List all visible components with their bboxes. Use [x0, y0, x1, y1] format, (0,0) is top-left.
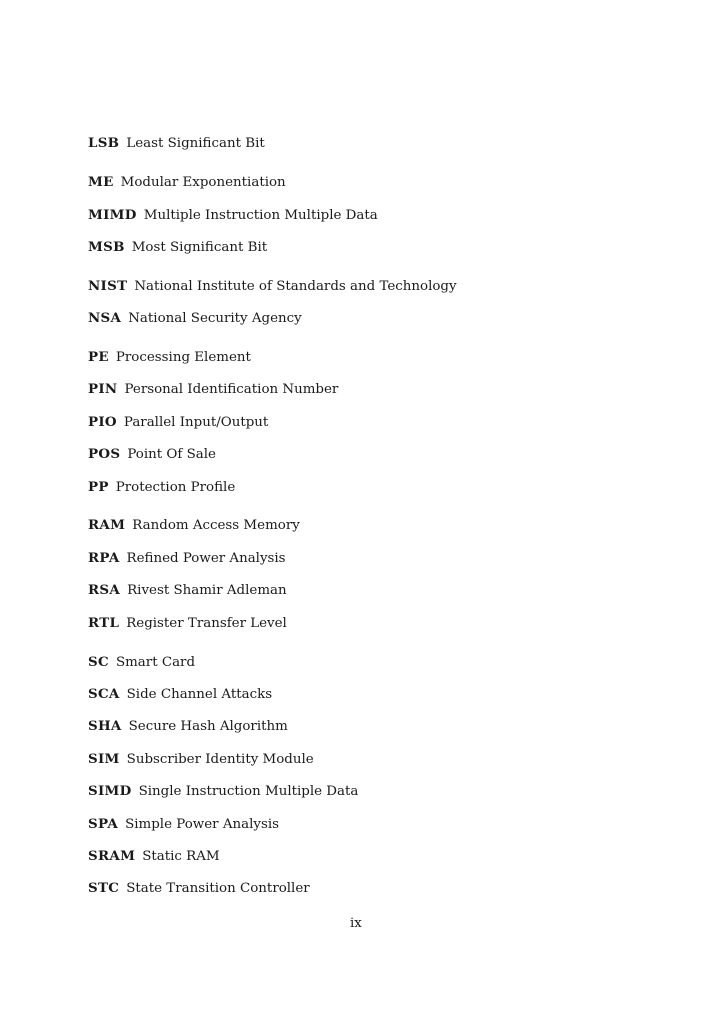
glossary-abbreviation: SCA [88, 686, 120, 702]
glossary-entry [88, 349, 251, 366]
glossary-entry [88, 550, 286, 567]
glossary-entry [88, 615, 287, 632]
glossary-abbreviation: NSA [88, 310, 122, 326]
glossary-abbreviation: SHA [88, 718, 122, 734]
glossary-entry [88, 751, 314, 768]
glossary-entry [88, 135, 265, 152]
glossary-abbreviation: POS [88, 446, 121, 462]
glossary-definition: National Institute of Standards and Technology [134, 279, 457, 294]
glossary-entry [88, 278, 457, 295]
glossary-abbreviation: STC [88, 880, 120, 896]
glossary-definition: Single Instruction Multiple Data [138, 784, 359, 799]
glossary-entry [88, 174, 286, 191]
glossary-abbreviation: LSB [88, 135, 120, 151]
glossary-definition: Multiple Instruction Multiple Data [143, 208, 378, 223]
glossary-abbreviation: SPA [88, 816, 119, 832]
glossary-entry [88, 239, 267, 256]
glossary-definition: Least Significant Bit [126, 136, 265, 151]
glossary-abbreviation: SC [88, 654, 109, 670]
glossary-abbreviation: MSB [88, 239, 125, 255]
glossary-abbreviation: RAM [88, 517, 126, 533]
glossary-definition: Random Access Memory [132, 518, 300, 533]
glossary-entry [88, 207, 378, 224]
glossary-abbreviation: SIM [88, 751, 120, 767]
glossary-entry [88, 654, 195, 671]
glossary-definition: Most Significant Bit [131, 240, 268, 255]
glossary-entry [88, 414, 268, 431]
glossary-abbreviation: NIST [88, 278, 128, 294]
glossary-entry [88, 517, 300, 534]
glossary-definition: Protection Profile [115, 480, 236, 495]
glossary-definition: Parallel Input/Output [123, 415, 269, 430]
glossary-entry [88, 718, 288, 735]
glossary-entry [88, 880, 310, 897]
glossary-definition: Refined Power Analysis [126, 551, 286, 566]
glossary-entry [88, 686, 272, 703]
glossary-definition: State Transition Controller [126, 881, 310, 896]
glossary-entry [88, 582, 287, 599]
glossary-abbreviation: PIN [88, 381, 118, 397]
glossary-entry [88, 446, 216, 463]
page-number: ix [350, 916, 362, 931]
glossary-entry [88, 479, 235, 496]
glossary-abbreviation: PE [88, 349, 109, 365]
glossary-abbreviation: RTL [88, 615, 120, 631]
glossary-entry [88, 816, 279, 833]
glossary-abbreviation: PP [88, 479, 109, 495]
glossary-definition: National Security Agency [128, 311, 302, 326]
glossary-definition: Subscriber Identity Module [126, 752, 314, 767]
glossary-definition: Rivest Shamir Adleman [127, 583, 287, 598]
glossary-definition: Static RAM [142, 849, 220, 864]
glossary-definition: Point Of Sale [127, 447, 216, 462]
glossary-entry [88, 783, 358, 800]
glossary-abbreviation: SRAM [88, 848, 136, 864]
glossary-definition: Register Transfer Level [126, 616, 287, 631]
glossary-definition: Modular Exponentiation [120, 175, 286, 190]
glossary-entry [88, 381, 338, 398]
glossary-abbreviation: ME [88, 174, 114, 190]
glossary-definition: Smart Card [115, 655, 196, 670]
glossary-definition: Side Channel Attacks [126, 687, 273, 702]
glossary-definition: Personal Identification Number [124, 382, 339, 397]
glossary-definition: Secure Hash Algorithm [128, 719, 288, 734]
glossary-abbreviation: MIMD [88, 207, 137, 223]
glossary-definition: Processing Element [115, 350, 251, 365]
glossary-abbreviation: PIO [88, 414, 117, 430]
glossary-abbreviation: SIMD [88, 783, 132, 799]
glossary-abbreviation: RSA [88, 582, 121, 598]
glossary-entry [88, 848, 220, 865]
glossary-abbreviation: RPA [88, 550, 120, 566]
glossary-definition: Simple Power Analysis [125, 817, 279, 832]
glossary-entry [88, 310, 302, 327]
